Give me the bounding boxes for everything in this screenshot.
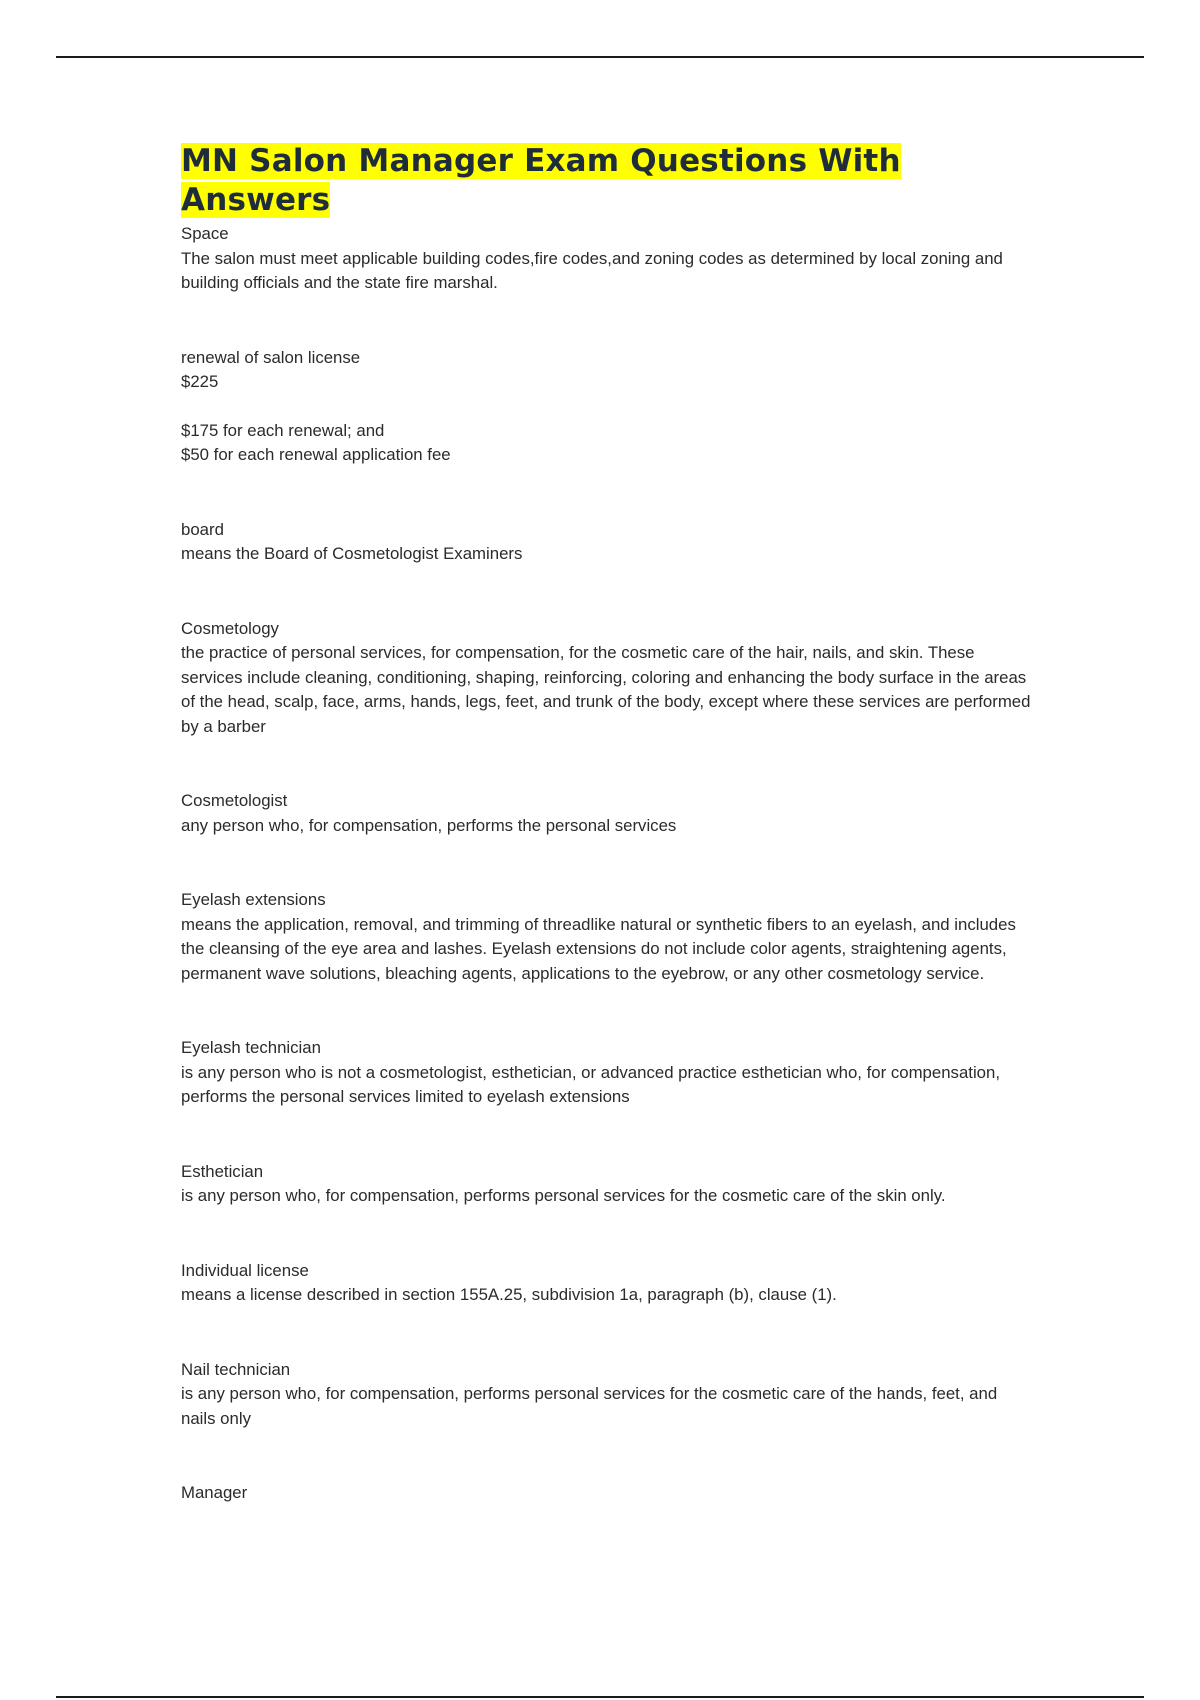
entry-term: Cosmetologist bbox=[181, 791, 288, 810]
qa-entry bbox=[181, 789, 1031, 838]
qa-entry bbox=[181, 518, 1031, 567]
bottom-rule bbox=[56, 1696, 1144, 1698]
entry-definition-line: any person who, for compensation, performs the personal services bbox=[181, 815, 677, 835]
document-title bbox=[181, 142, 1031, 220]
qa-entry bbox=[181, 1036, 1031, 1110]
qa-entry bbox=[181, 1358, 1031, 1432]
entry-definition-line: $50 for each renewal application fee bbox=[181, 445, 451, 464]
entry-term: renewal of salon license bbox=[181, 347, 361, 367]
qa-entry bbox=[181, 1160, 1031, 1209]
document-body bbox=[181, 142, 1036, 1556]
entry-term: Individual license bbox=[181, 1260, 309, 1280]
entry-term: Nail technician bbox=[181, 1359, 291, 1379]
qa-entry bbox=[181, 346, 1031, 468]
paragraph-gap bbox=[181, 395, 1031, 419]
qa-entry bbox=[181, 222, 1031, 296]
entry-definition-line: means a license described in section 155A.25, subdivision 1a, paragraph (b), clause (1). bbox=[181, 1285, 837, 1304]
entry-term: Space bbox=[181, 224, 229, 243]
qa-entry bbox=[181, 888, 1031, 986]
entry-term: Cosmetology bbox=[181, 618, 279, 638]
qa-entry bbox=[181, 617, 1036, 740]
entry-definition-line: is any person who, for compensation, performs personal services for the cosmetic care of the hands, feet, and nails only bbox=[181, 1384, 1002, 1428]
entry-term: Eyelash technician bbox=[181, 1038, 321, 1057]
entry-definition-line: means the Board of Cosmetologist Examiners bbox=[181, 544, 523, 563]
qa-entry bbox=[181, 1259, 1031, 1308]
entry-definition-line: is any person who, for compensation, performs personal services for the cosmetic care of the skin only. bbox=[181, 1186, 946, 1205]
entry-term: board bbox=[181, 519, 224, 539]
entry-definition-line: means the application, removal, and trimming of threadlike natural or synthetic fibers to an eyelash, and includes the cleansing of the eye area and lashes. Eyelash extensions do not include color agents, straightening agents, permanent wave solutions, bleaching agents, applications to the eyebrow, or any other cosmetology service. bbox=[181, 914, 1021, 983]
entry-definition-line: The salon must meet applicable building codes,fire codes,and zoning codes as determined by local zoning and building officials and the state fire marshal. bbox=[181, 248, 1008, 292]
entry-list bbox=[181, 222, 1036, 1506]
entry-definition-line: the practice of personal services, for compensation, for the cosmetic care of the hair, nails, and skin. These services include cleaning, conditioning, shaping, reinforcing, coloring and enhancing the body surface in the areas of the head, scalp, face, arms, hands, legs, feet, and trunk of the body, except where these services are performed by a barber bbox=[181, 643, 1036, 736]
qa-entry bbox=[181, 1481, 1031, 1506]
entry-definition-line: $175 for each renewal; and bbox=[181, 420, 385, 440]
entry-definition-line: $225 bbox=[181, 372, 219, 391]
entry-term: Manager bbox=[181, 1483, 248, 1502]
top-rule bbox=[56, 56, 1144, 58]
entry-definition-line: is any person who is not a cosmetologist, esthetician, or advanced practice esthetician who, for compensation, performs the personal services limited to eyelash extensions bbox=[181, 1062, 1005, 1106]
document-title-text: MN Salon Manager Exam Questions With Answers bbox=[181, 143, 901, 218]
entry-term: Eyelash extensions bbox=[181, 890, 326, 909]
entry-term: Esthetician bbox=[181, 1161, 264, 1181]
